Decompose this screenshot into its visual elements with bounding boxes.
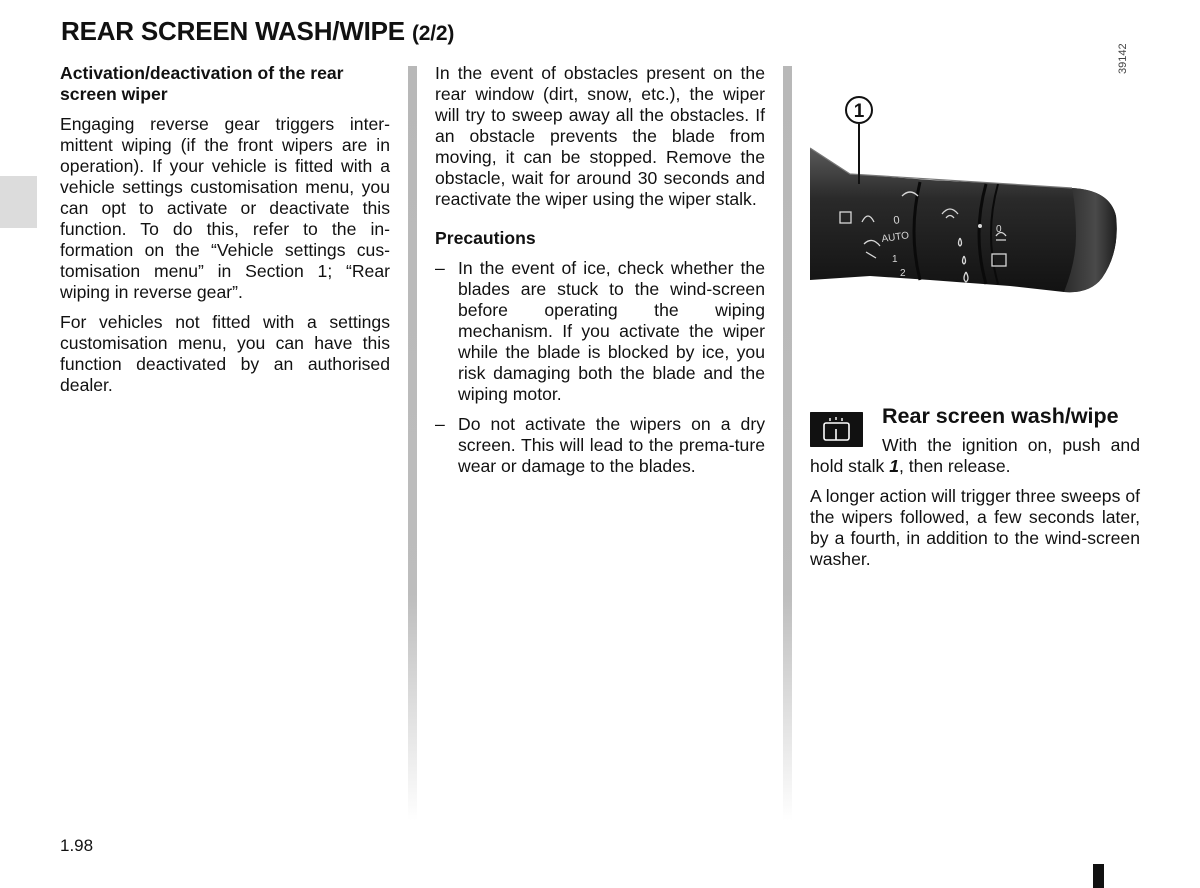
section-tab — [0, 176, 37, 228]
column-divider — [783, 66, 792, 821]
column-1 — [60, 63, 390, 405]
stalk-label-auto: AUTO — [880, 230, 910, 245]
corner-mark — [1093, 864, 1104, 888]
text: With the ignition on, push and hold stalk — [810, 435, 1140, 476]
section-header — [810, 403, 1140, 435]
rear-screen-washer-icon — [810, 412, 863, 447]
stalk-body — [810, 148, 1117, 292]
paragraph: A longer action will trigger three sweeps of the wipers followed, a few seconds later, by a fourth, in addition to the wind-screen washer. — [810, 486, 1140, 569]
obstacles-paragraph: In the event of obstacles present on the rear window (dirt, snow, etc.), the wiper will try to sweep away all the obstacles. If an obstacle prevents the blade from moving, it can be stopped. Remove the obstacle, wait for around 30 seconds and reactivate the wiper using the wiper stalk. — [435, 63, 765, 209]
stalk-label-1: 1 — [892, 254, 898, 265]
figure-code: 39142 — [1117, 43, 1129, 74]
page-part: (2/2) — [411, 22, 455, 45]
callout-number: 1 — [853, 101, 865, 122]
section-heading: Rear screen wash/wipe — [882, 404, 1119, 428]
paragraph: Engaging reverse gear triggers inter-mittent wiping (if the front wipers are in operation). If your vehicle is fitted with a vehicle settings customisation menu, you can opt to activate or deactivate this function. To do this, refer to the in-formation on the “Vehicle settings cus-tomisation menu” in Section 1; “Rear wiping in reverse gear”. — [60, 114, 390, 302]
stalk-label-2: 2 — [900, 268, 906, 279]
column-2 — [435, 63, 765, 486]
paragraph: For vehicles not fitted with a settings customisation menu, you can have this function deactivated by an authorised dealer. — [60, 312, 390, 395]
list-item: – In the event of ice, check whether the blades are stuck to the wind-screen before operating the wiping mechanism. If you activate the wiper while the blade is blocked by ice, you risk damaging both the blade and the wiping motor. — [435, 258, 765, 405]
precautions-heading: Precautions — [435, 228, 536, 248]
page-number: 1.98 — [60, 836, 94, 855]
wiper-stalk-illustration — [810, 66, 1140, 366]
precautions-list — [435, 258, 765, 477]
text: , then release. — [899, 456, 1011, 476]
wiper-activation-heading: Activation/deactivation of the rear screen wiper — [60, 63, 344, 104]
position-dot — [978, 224, 982, 228]
section-body — [810, 435, 1140, 570]
stalk-reference: 1 — [889, 456, 900, 476]
stalk-label-rear-off: 0 — [996, 224, 1002, 235]
column-3 — [810, 403, 1140, 579]
column-divider — [408, 66, 417, 821]
list-item: – Do not activate the wipers on a dry screen. This will lead to the prema-ture wear or damage to the blades. — [435, 414, 765, 477]
page-title — [61, 16, 454, 47]
page-title-text: REAR SCREEN WASH/WIPE — [61, 16, 405, 46]
stalk-label-off: 0 — [892, 214, 901, 227]
